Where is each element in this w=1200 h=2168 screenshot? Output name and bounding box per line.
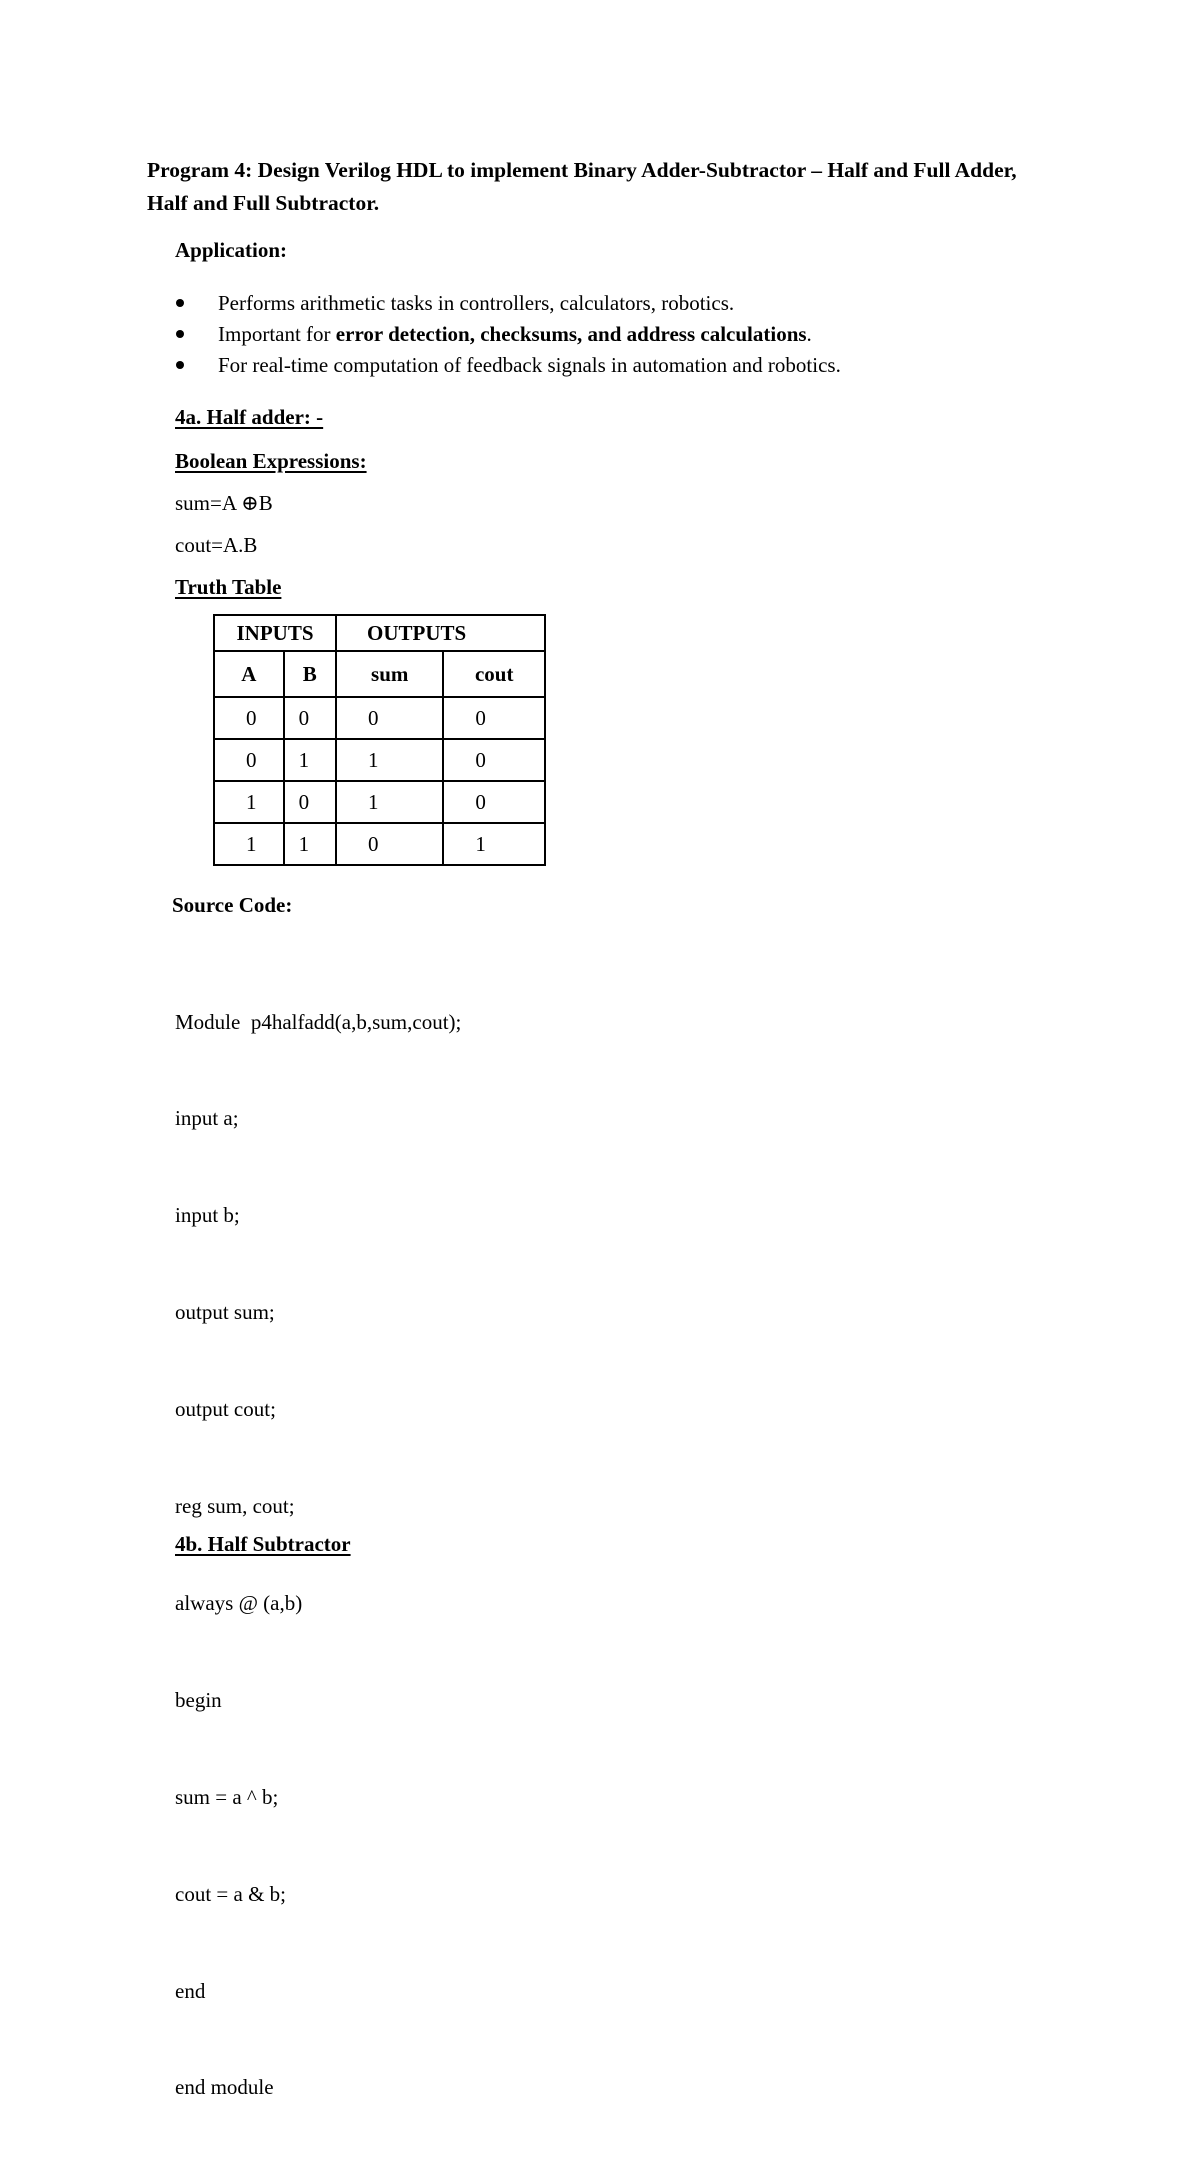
code-line: Module p4halfadd(a,b,sum,cout); xyxy=(175,1009,462,1034)
bullet-bold-text: error detection, checksums, and address calculations xyxy=(335,322,807,346)
column-header-sum: sum xyxy=(336,651,443,697)
sum-expression: sum=A ⊕B xyxy=(175,491,273,515)
section-4a-heading: 4a. Half adder: - xyxy=(175,405,324,429)
table-cell: 0 xyxy=(284,697,336,739)
inputs-header: INPUTS xyxy=(214,615,336,651)
code-line: reg sum, cout; xyxy=(175,1494,295,1519)
table-row xyxy=(214,697,545,739)
bullet-dot-icon xyxy=(176,361,184,369)
bullet-text: For real-time computation of feedback signals in automation and robotics. xyxy=(218,353,841,377)
code-line: sum = a ^ b; xyxy=(175,1784,279,1809)
code-line: end module xyxy=(175,2075,274,2100)
bullet-dot-icon xyxy=(176,330,184,338)
cout-expression: cout=A.B xyxy=(175,533,258,557)
table-cell: 1 xyxy=(214,823,284,865)
table-cell: 1 xyxy=(284,739,336,781)
application-bullet xyxy=(175,350,841,381)
table-cell: 0 xyxy=(336,697,443,739)
table-cell: 1 xyxy=(443,823,545,865)
application-bullet xyxy=(175,288,841,319)
code-line: output sum; xyxy=(175,1300,275,1325)
table-row xyxy=(214,739,545,781)
code-line: output cout; xyxy=(175,1397,276,1422)
code-line: cout = a & b; xyxy=(175,1881,286,1906)
application-heading: Application: xyxy=(175,238,288,262)
bullet-text: Important for xyxy=(218,322,336,346)
code-line: begin xyxy=(175,1687,222,1712)
code-line: end xyxy=(175,1978,206,2003)
bullet-dot-icon xyxy=(176,299,184,307)
source-code-heading: Source Code: xyxy=(172,893,293,917)
table-cell: 0 xyxy=(336,823,443,865)
code-line: input b; xyxy=(175,1203,240,1228)
column-header-a: A xyxy=(214,651,284,697)
table-cell: 1 xyxy=(336,739,443,781)
table-cell: 0 xyxy=(443,739,545,781)
table-row xyxy=(214,781,545,823)
application-list xyxy=(175,288,841,381)
table-cell: 0 xyxy=(443,697,545,739)
code-line: always @ (a,b) xyxy=(175,1590,303,1615)
bullet-text-end: . xyxy=(806,322,812,346)
truth-table-heading: Truth Table xyxy=(175,575,282,599)
table-cell: 0 xyxy=(214,739,284,781)
table-cell: 1 xyxy=(214,781,284,823)
table-row xyxy=(214,823,545,865)
table-cell: 1 xyxy=(336,781,443,823)
section-4b-heading: 4b. Half Subtractor xyxy=(175,1532,351,1556)
boolean-expressions-heading: Boolean Expressions: xyxy=(175,449,367,473)
program-title: Program 4: Design Verilog HDL to implement Binary Adder-Subtractor – Half and Full Adder, Half and Full Subtractor. xyxy=(147,158,1017,215)
code-line: input a; xyxy=(175,1106,239,1131)
column-header-b: B xyxy=(284,651,336,697)
table-cell: 0 xyxy=(214,697,284,739)
table-cell: 0 xyxy=(443,781,545,823)
table-cell: 1 xyxy=(284,823,336,865)
table-group-header xyxy=(214,615,545,651)
application-bullet xyxy=(175,319,841,350)
column-header-cout: cout xyxy=(443,651,545,697)
bullet-text: Performs arithmetic tasks in controllers, calculators, robotics. xyxy=(218,291,735,315)
table-column-header xyxy=(214,651,545,697)
truth-table xyxy=(213,614,546,866)
table-cell: 0 xyxy=(284,781,336,823)
outputs-header: OUTPUTS xyxy=(336,615,545,651)
